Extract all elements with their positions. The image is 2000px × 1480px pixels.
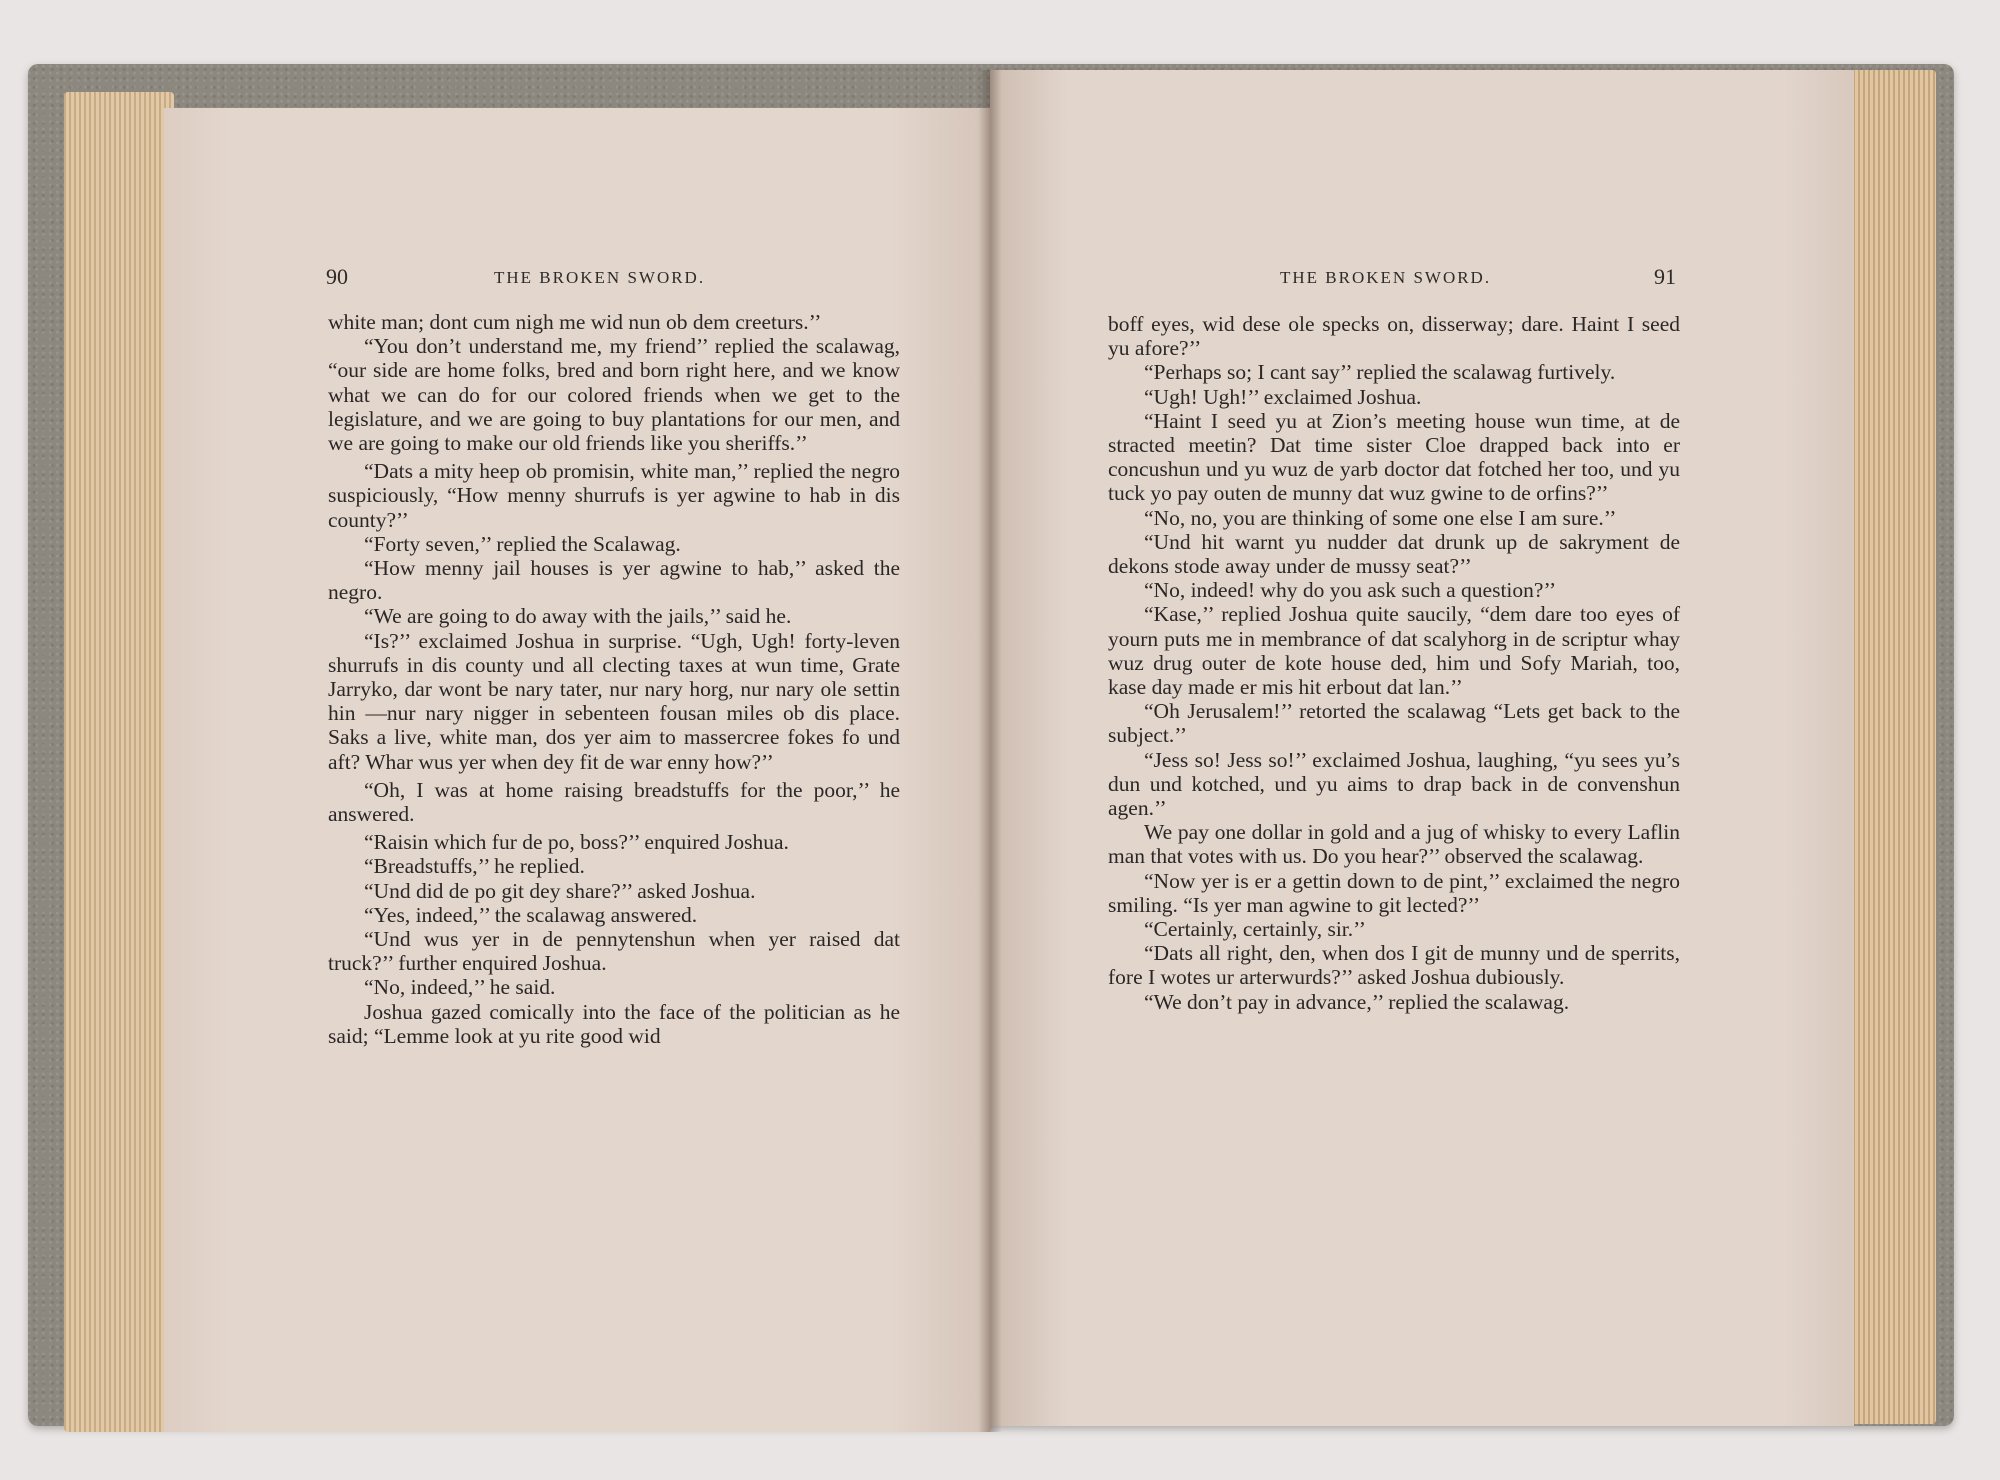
paragraph: “Jess so! Jess so!’’ exclaimed Joshua, laughing, “yu sees yu’s dun und kotched, und yu aims to drap back in de convenshun agen.’’ bbox=[1108, 747, 1680, 821]
left-page-number: 90 bbox=[326, 264, 348, 289]
paragraph: “Raisin which fur de po, boss?’’ enquired Joshua. bbox=[364, 830, 789, 855]
paragraph: “Und hit warnt yu nudder dat drunk up de sakryment de dekons stode away under de mussy seat?’’ bbox=[1108, 529, 1680, 579]
paragraph: “Kase,’’ replied Joshua quite saucily, “dem dare too eyes of yourn puts me in membrance of dat scalyhorg in de scriptur whay wuz drug outer de kote house ded, him und Sofy Mariah, too, kase day made er mis hit erbout dat lan.’’ bbox=[1108, 602, 1680, 700]
paragraph: Joshua gazed comically into the face of the politician as he said; “Lemme look at yu rite good wid bbox=[328, 999, 900, 1048]
paragraph: white man; dont cum nigh me wid nun ob dem creeturs.’’ bbox=[328, 310, 822, 334]
right-running-head: THE BROKEN SWORD. bbox=[1280, 268, 1492, 287]
paragraph: “Yes, indeed,’’ the scalawag answered. bbox=[364, 902, 698, 927]
paragraph: “Is?’’ exclaimed Joshua in surprise. “Ugh, Ugh! forty-leven shurrufs in dis county und all clecting taxes at wun time, Grate Jarryko, dar wont be nary tater, nur nary horg, nur nary ole settin hin —nur nary nigger in sebenteen fousan miles ob dis place. Saks a live, white man, dos yer aim to massercree fokes fo und aft? Whar wus yer when dey fit de war enny how?’’ bbox=[328, 628, 900, 774]
paragraph: “Ugh! Ugh!’’ exclaimed Joshua. bbox=[1144, 384, 1422, 409]
right-page-number: 91 bbox=[1654, 264, 1676, 289]
paragraph: “Now yer is er a gettin down to de pint,’’ exclaimed the negro smiling. “Is yer man agwine to git lected?’’ bbox=[1108, 868, 1680, 917]
paragraph: “Und wus yer in de pennytenshun when yer raised dat truck?’’ further enquired Joshua. bbox=[328, 927, 900, 976]
left-page-text bbox=[328, 310, 900, 1048]
paragraph: “How menny jail houses is yer agwine to hab,’’ asked the negro. bbox=[328, 556, 900, 605]
paragraph: “Oh, I was at home raising breadstuffs for the poor,’’ he answered. bbox=[328, 777, 900, 827]
page-edges-left bbox=[64, 92, 174, 1432]
paragraph: “We are going to do away with the jails,’’ said he. bbox=[364, 604, 792, 629]
paragraph: “No, indeed! why do you ask such a question?’’ bbox=[1144, 578, 1557, 603]
book-gutter bbox=[978, 70, 1002, 1432]
right-page-text bbox=[1108, 312, 1680, 1014]
paragraph: “Oh Jerusalem!’’ retorted the scalawag “Lets get back to the subject.’’ bbox=[1108, 699, 1680, 748]
paragraph: boff eyes, wid dese ole specks on, disserway; dare. Haint I seed yu afore?’’ bbox=[1108, 312, 1680, 361]
paragraph: “No, indeed,’’ he said. bbox=[364, 975, 556, 1000]
left-running-head: THE BROKEN SWORD. bbox=[494, 268, 706, 287]
paragraph: “Forty seven,’’ replied the Scalawag. bbox=[364, 531, 681, 556]
paragraph: “Perhaps so; I cant say’’ replied the scalawag furtively. bbox=[1144, 360, 1616, 385]
page-edges-right bbox=[1840, 70, 1936, 1424]
paragraph: We pay one dollar in gold and a jug of whisky to every Laflin man that votes with us. Do you hear?’’ observed the scalawag. bbox=[1108, 820, 1680, 869]
paragraph: “You don’t understand me, my friend’’ replied the scalawag, “our side are home folks, bred and born right here, and we know what we can do for our colored friends when we get to the legislature, and we are going to buy plantations for our men, and we are going to make our old friends like you sheriffs.’’ bbox=[328, 334, 900, 456]
paragraph: “Certainly, certainly, sir.’’ bbox=[1144, 917, 1366, 942]
paragraph: “Und did de po git dey share?’’ asked Joshua. bbox=[364, 878, 756, 903]
paragraph: “Haint I seed yu at Zion’s meeting house wun time, at de stracted meetin? Dat time sister Cloe drapped back into er concushun und yu wuz de yarb doctor dat fotched her too, und yu tuck yo pay outen de munny dat wuz gwine to de orfins?’’ bbox=[1108, 408, 1680, 506]
paragraph: “No, no, you are thinking of some one else I am sure.’’ bbox=[1144, 505, 1617, 530]
paragraph: “Dats all right, den, when dos I git de munny und de sperrits, fore I wotes ur arterwurds?’’ asked Joshua dubiously. bbox=[1108, 941, 1680, 990]
paragraph: “We don’t pay in advance,’’ replied the scalawag. bbox=[1144, 989, 1570, 1014]
paragraph: “Breadstuffs,’’ he replied. bbox=[364, 854, 585, 879]
paragraph: “Dats a mity heep ob promisin, white man,’’ replied the negro suspiciously, “How menny shurrufs is yer agwine to hab in dis county?’’ bbox=[328, 459, 900, 532]
